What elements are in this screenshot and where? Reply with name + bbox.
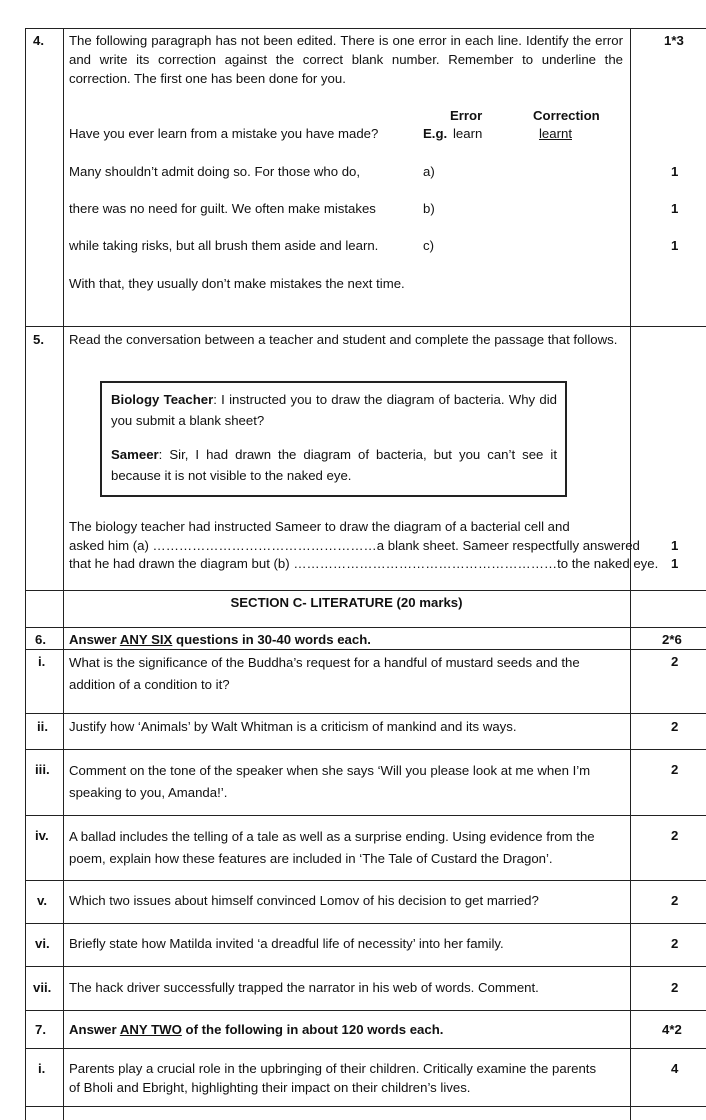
row-divider bbox=[25, 923, 706, 924]
sub-question-number: v. bbox=[37, 893, 48, 908]
sub-question-mark: 2 bbox=[671, 762, 679, 777]
question-marks: 4*2 bbox=[662, 1022, 682, 1037]
example-label: E.g. bbox=[423, 126, 448, 141]
sub-question-mark: 2 bbox=[671, 936, 679, 951]
row-divider bbox=[25, 1106, 706, 1107]
question-instruction: Read the conversation between a teacher and student and complete the passage that follows. bbox=[69, 332, 618, 347]
paragraph-line: Many shouldn’t admit doing so. For those who do, bbox=[69, 164, 361, 179]
sub-question-text: Comment on the tone of the speaker when she says ‘Will you please look at me when I’m bbox=[69, 763, 591, 778]
blank-mark: 1 bbox=[671, 238, 679, 253]
sub-question-text: A ballad includes the telling of a tale as well as a surprise ending. Using evidence from the bbox=[69, 829, 595, 844]
question-marks: 1*3 bbox=[664, 33, 684, 48]
speaker-teacher: Biology Teacher bbox=[111, 392, 214, 407]
sub-question-number: ii. bbox=[37, 719, 48, 734]
table-border-left bbox=[25, 28, 26, 1120]
paragraph-line: With that, they usually don’t make mistakes the next time. bbox=[69, 276, 405, 291]
instruction-prefix: Answer bbox=[69, 1022, 120, 1037]
row-divider bbox=[25, 1010, 706, 1011]
question-number: 5. bbox=[33, 332, 44, 347]
blank-mark: 1 bbox=[671, 164, 679, 179]
instruction-prefix: Answer bbox=[69, 632, 120, 647]
row-divider bbox=[25, 966, 706, 967]
sub-question-number: vi. bbox=[35, 936, 50, 951]
row-divider bbox=[25, 326, 706, 327]
blank-mark: 1 bbox=[671, 556, 679, 571]
row-divider bbox=[25, 627, 706, 628]
sub-question-text: Justify how ‘Animals’ by Walt Whitman is a criticism of mankind and its ways. bbox=[69, 719, 517, 734]
sub-question-text: Which two issues about himself convinced Lomov of his decision to get married? bbox=[69, 893, 539, 908]
sub-question-text: What is the significance of the Buddha’s request for a handful of mustard seeds and the bbox=[69, 655, 580, 670]
sub-question-mark: 2 bbox=[671, 654, 679, 669]
question-instruction bbox=[69, 1020, 443, 1039]
row-divider bbox=[25, 649, 706, 650]
sub-question-number: vii. bbox=[33, 980, 52, 995]
row-divider bbox=[25, 1048, 706, 1049]
passage-line: The biology teacher had instructed Sameer to draw the diagram of a bacterial cell and bbox=[69, 519, 570, 534]
passage-line-blank-b: that he had drawn the diagram but (b) ……………………………………………………to the naked eye. bbox=[69, 556, 659, 571]
sub-question-number: i. bbox=[38, 1061, 46, 1076]
question-number: 4. bbox=[33, 33, 44, 48]
row-divider bbox=[25, 815, 706, 816]
sub-question-text: Briefly state how Matilda invited ‘a dreadful life of necessity’ into her family. bbox=[69, 936, 504, 951]
sub-question-text: speaking to you, Amanda!’. bbox=[69, 785, 228, 800]
question-instruction bbox=[69, 630, 371, 649]
sub-question-text: Parents play a crucial role in the upbringing of their children. Critically examine the parents bbox=[69, 1061, 597, 1076]
sub-question-text: The hack driver successfully trapped the narrator in his web of words. Comment. bbox=[69, 980, 539, 995]
question-number: 6. bbox=[35, 632, 46, 647]
sub-question-text: of Bholi and Ebright, highlighting their impact on their children’s lives. bbox=[69, 1080, 471, 1095]
blank-mark: 1 bbox=[671, 201, 679, 216]
student-speech: : Sir, I had drawn the diagram of bacteria, but you can’t see it because it is not visible to the naked eye. bbox=[111, 447, 557, 483]
student-dialogue bbox=[111, 444, 557, 486]
sub-question-text: poem, explain how these features are included in ‘The Tale of Custard the Dragon’. bbox=[69, 851, 553, 866]
table-divider-marks bbox=[630, 28, 631, 1120]
table-divider-number bbox=[63, 28, 64, 1120]
blank-mark: 1 bbox=[671, 538, 679, 553]
passage-line-blank-a: asked him (a) ……………………………………………a blank sheet. Sameer respectfully answered bbox=[69, 538, 640, 553]
sub-question-mark: 2 bbox=[671, 719, 679, 734]
blank-label: b) bbox=[423, 201, 435, 216]
question-marks: 2*6 bbox=[662, 632, 682, 647]
paragraph-line: Have you ever learn from a mistake you have made? bbox=[69, 126, 379, 141]
question-instruction: The following paragraph has not been edited. There is one error in each line. Identify the error and write its correction against the correct blank number. Remember to underline the correction. The first one has been done for you. bbox=[69, 33, 623, 86]
sub-question-mark: 2 bbox=[671, 980, 679, 995]
correction-column-header: Correction bbox=[533, 108, 600, 123]
section-heading: SECTION C- LITERATURE (20 marks) bbox=[230, 595, 463, 610]
row-divider bbox=[25, 713, 706, 714]
sub-question-mark: 2 bbox=[671, 893, 679, 908]
speaker-student: Sameer bbox=[111, 447, 159, 462]
sub-question-number: iv. bbox=[35, 828, 49, 843]
sub-question-number: i. bbox=[38, 654, 46, 669]
paragraph-line: there was no need for guilt. We often make mistakes bbox=[69, 201, 376, 216]
row-divider bbox=[25, 880, 706, 881]
sub-question-number: iii. bbox=[35, 762, 50, 777]
instruction-suffix: of the following in about 120 words each. bbox=[181, 1022, 444, 1037]
error-column-header: Error bbox=[450, 108, 483, 123]
instruction-emphasis: ANY TWO bbox=[119, 1022, 182, 1037]
example-error: learn bbox=[453, 126, 483, 141]
question-number: 7. bbox=[35, 1022, 46, 1037]
paragraph-line: while taking risks, but all brush them aside and learn. bbox=[69, 238, 379, 253]
row-divider bbox=[25, 749, 706, 750]
row-divider bbox=[25, 28, 706, 29]
blank-label: c) bbox=[423, 238, 434, 253]
sub-question-text: addition of a condition to it? bbox=[69, 677, 230, 692]
teacher-speech: : I instructed you to draw the diagram of bacteria. Why did you submit a blank sheet? bbox=[111, 392, 557, 428]
row-divider bbox=[25, 590, 706, 591]
sub-question-mark: 2 bbox=[671, 828, 679, 843]
example-correction: learnt bbox=[539, 126, 572, 141]
teacher-dialogue bbox=[111, 389, 557, 431]
instruction-emphasis: ANY SIX bbox=[119, 632, 173, 647]
instruction-suffix: questions in 30-40 words each. bbox=[172, 632, 371, 647]
sub-question-mark: 4 bbox=[671, 1061, 679, 1076]
blank-label: a) bbox=[423, 164, 435, 179]
